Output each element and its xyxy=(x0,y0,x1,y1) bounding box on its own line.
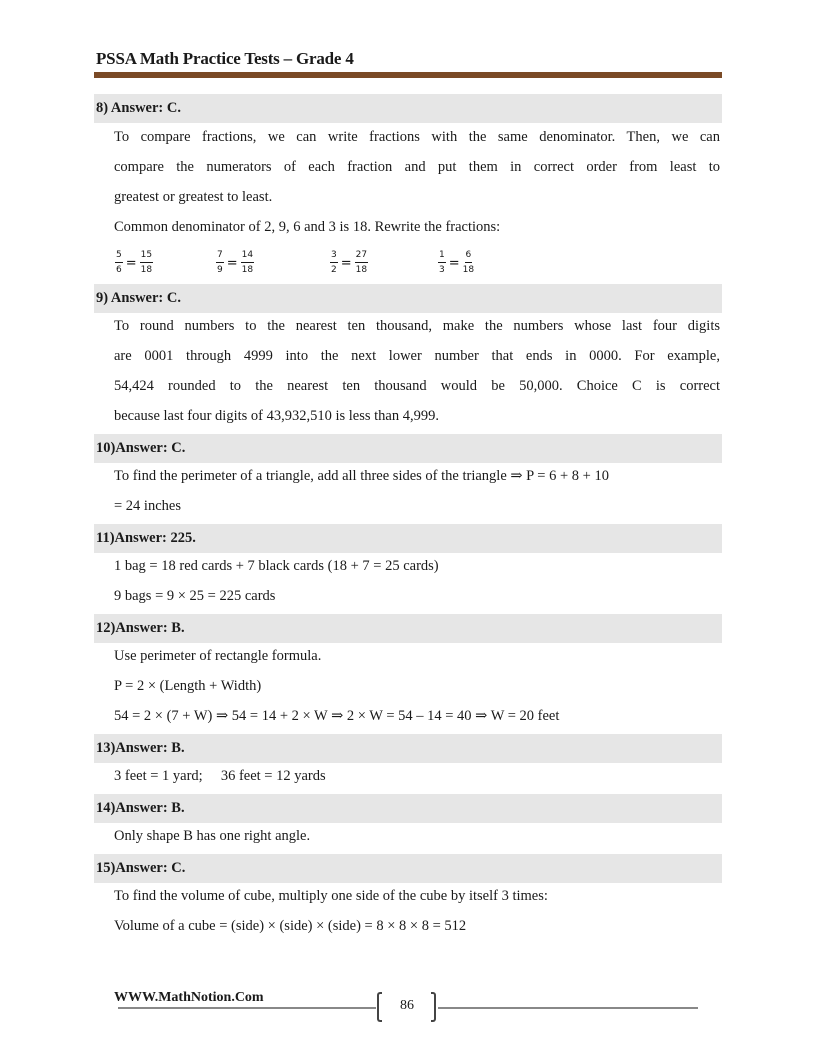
answer-12-line-3: 54 = 2 × (7 + W) ⇒ 54 = 14 + 2 × W ⇒ 2 × W = 54 – 14 = 40 ⇒ W = 20 feet xyxy=(114,708,560,724)
fraction: $\frac{3}{2}$ xyxy=(331,250,337,275)
answer-heading-9: 9) Answer: C. xyxy=(94,284,722,313)
footer-rule-right xyxy=(438,1007,698,1009)
answer-9-line-3: 54,424 rounded to the nearest ten thousand would be 50,000. Choice C is correct xyxy=(114,378,720,394)
answer-13-line-1: 3 feet = 1 yard; 36 feet = 12 yards xyxy=(114,768,326,784)
answer-heading-10: 10)Answer: C. xyxy=(94,434,722,463)
answer-8-line-1: To compare fractions, we can write fractions with the same denominator. Then, we can xyxy=(114,129,720,145)
fraction: $\frac{1}{3}$ xyxy=(439,250,445,275)
answer-11-line-2: 9 bags = 9 × 25 = 225 cards xyxy=(114,588,276,604)
answer-10-line-2: = 24 inches xyxy=(114,498,181,514)
fraction-equation-4: $\frac{1}{3}$ = $\frac{6}{18}$ xyxy=(439,250,475,275)
answer-11-line-1: 1 bag = 18 red cards + 7 black cards (18 + 7 = 25 cards) xyxy=(114,558,439,574)
answer-heading-12: 12)Answer: B. xyxy=(94,614,722,643)
fraction-equation-1: $\frac{5}{6}$ = $\frac{15}{18}$ xyxy=(116,250,153,275)
fraction: $\frac{15}{18}$ xyxy=(140,250,153,275)
answer-10-line-1: To find the perimeter of a triangle, add all three sides of the triangle ⇒ P = 6 + 8 + 10 xyxy=(114,468,609,484)
footer-rule-left xyxy=(118,1007,376,1009)
fraction: $\frac{27}{18}$ xyxy=(355,250,368,275)
answer-8-line-2: compare the numerators of each fraction and put them in correct order from least to xyxy=(114,159,720,175)
page-number-bracket-left xyxy=(377,992,382,1022)
answer-15-line-1: To find the volume of cube, multiply one side of the cube by itself 3 times: xyxy=(114,888,548,904)
answer-8-line-3: greatest or greatest to least. xyxy=(114,189,273,205)
page-header-title: PSSA Math Practice Tests – Grade 4 xyxy=(96,49,354,68)
answer-9-line-4: because last four digits of 43,932,510 is less than 4,999. xyxy=(114,408,439,424)
answer-15-line-2: Volume of a cube = (side) × (side) × (side) = 8 × 8 × 8 = 512 xyxy=(114,918,467,934)
fraction: $\frac{14}{18}$ xyxy=(241,250,254,275)
answer-9-line-2: are 0001 through 4999 into the next lower number that ends in 0000. For example, xyxy=(114,348,720,364)
page-number-bracket-right xyxy=(431,992,436,1022)
fraction-equation-2: $\frac{7}{9}$ = $\frac{14}{18}$ xyxy=(217,250,254,275)
fraction: $\frac{7}{9}$ xyxy=(217,250,223,275)
header-rule xyxy=(94,72,722,78)
fraction: $\frac{5}{6}$ xyxy=(116,250,122,275)
answer-14-line-1: Only shape B has one right angle. xyxy=(114,828,311,844)
fraction: $\frac{6}{18}$ xyxy=(462,250,475,275)
footer-website: WWW.MathNotion.Com xyxy=(114,990,264,1005)
answer-8-line-4: Common denominator of 2, 9, 6 and 3 is 18. Rewrite the fractions: xyxy=(114,219,501,235)
answer-12-line-2: P = 2 × (Length + Width) xyxy=(114,678,262,694)
answer-heading-15: 15)Answer: C. xyxy=(94,854,722,883)
answer-9-line-1: To round numbers to the nearest ten thousand, make the numbers whose last four digits xyxy=(114,318,720,334)
answer-heading-11: 11)Answer: 225. xyxy=(94,524,722,553)
answer-heading-8: 8) Answer: C. xyxy=(94,94,722,123)
answer-heading-13: 13)Answer: B. xyxy=(94,734,722,763)
answer-heading-14: 14)Answer: B. xyxy=(94,794,722,823)
page-number: 86 xyxy=(400,998,414,1013)
answer-12-line-1: Use perimeter of rectangle formula. xyxy=(114,648,322,664)
fraction-equation-3: $\frac{3}{2}$ = $\frac{27}{18}$ xyxy=(331,250,368,275)
